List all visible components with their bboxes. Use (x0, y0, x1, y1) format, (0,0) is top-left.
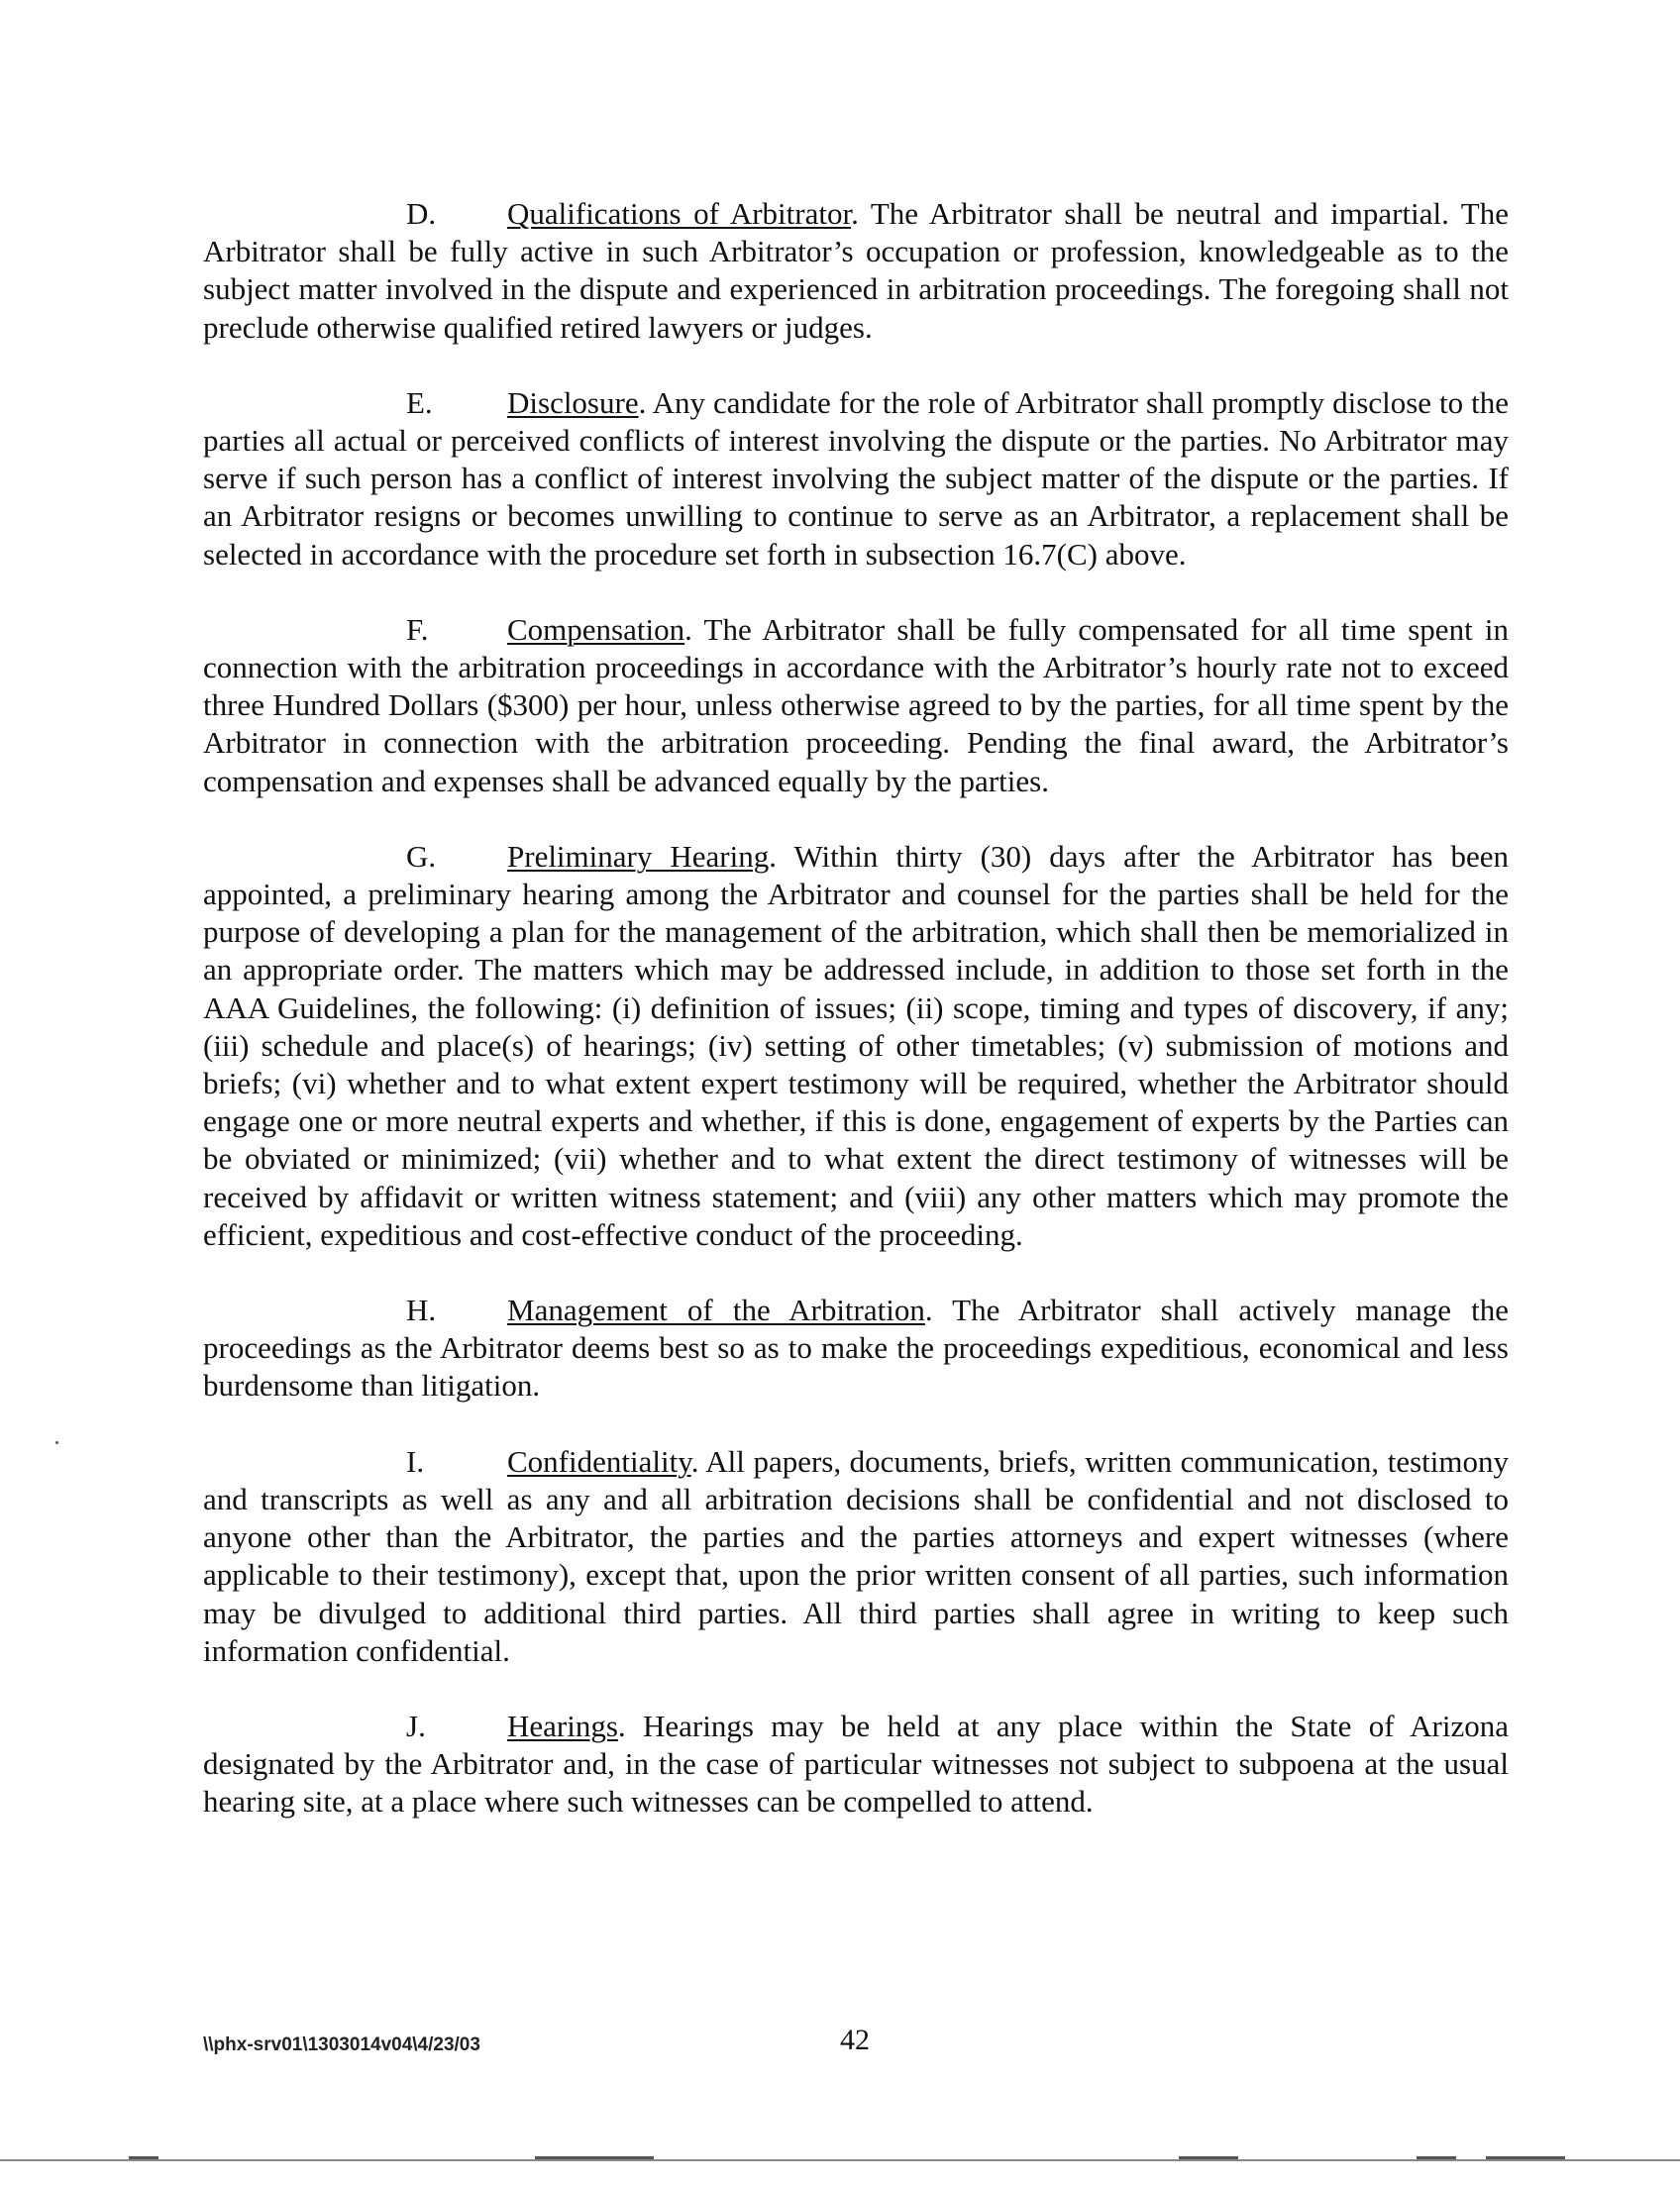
section-letter: F. (406, 611, 429, 647)
scan-artifact (129, 2156, 158, 2159)
section-letter: I. (406, 1443, 425, 1479)
scan-edge-line (0, 2159, 1680, 2161)
section-heading: Qualifications of Arbitrator (507, 196, 852, 231)
footer-document-id: \\phx-srv01\1303014v04\4/23/03 (203, 2034, 480, 2055)
section-heading: Compensation (507, 611, 685, 647)
section-letter: E. (406, 384, 433, 420)
scan-speck (55, 1441, 58, 1444)
section-h-paragraph (203, 1292, 1509, 1406)
section-j-paragraph (203, 1708, 1509, 1822)
section-heading: Management of the Arbitration (507, 1293, 925, 1328)
section-letter: J. (406, 1708, 426, 1743)
section-body: . Within thirty (30) days after the Arbitrator has been appointed, a preliminary hearing among the Arbitrator and counsel for the parties shall be held for the purpose of developing a plan for the management of the arbitration, which shall then be memorialized in an appropriate order. The matters which may be addressed include, in addition to those set forth in the AAA Guidelines, the following: (i) definition of issues; (ii) scope, timing and types of discovery, if any; (iii) schedule and place(s) of hearings; (iv) setting of other timetables; (v) submission of motions and briefs; (vi) whether and to what extent expert testimony will be required, whether the Arbitrator should engage one or more neutral experts and whether, if this is done, engagement of experts by the Parties can be obviated or minimized; (vii) whether and to what extent the direct testimony of witnesses will be received by affidavit or written witness statement; and (viii) any other matters which may promote the efficient, expeditious and cost-effective conduct of the proceeding. (203, 838, 1510, 1252)
section-heading: Disclosure (507, 384, 639, 420)
section-letter: D. (406, 196, 437, 231)
section-body: . Hearings may be held at any place within the State of Arizona designated by the Arbitrator and, in the case of particular witnesses not subject to subpoena at the usual hearing site, at a place where such witnesses can be compelled to attend. (203, 1708, 1509, 1820)
section-i-paragraph (203, 1443, 1509, 1670)
section-heading: Hearings (507, 1708, 618, 1743)
section-heading: Preliminary Hearing (507, 838, 770, 874)
section-letter: H. (406, 1293, 437, 1328)
section-heading: Confidentiality (507, 1443, 691, 1479)
section-e-paragraph (203, 384, 1509, 573)
scan-artifact (1486, 2156, 1565, 2159)
section-f-paragraph (203, 611, 1509, 800)
section-g-paragraph (203, 838, 1509, 1254)
section-body: . The Arbitrator shall be fully compensated for all time spent in connection with the arbitration proceedings in accordance with the Arbitrator’s hourly rate not to exceed three Hundred Dollars ($300) per hour, unless otherwise agreed to by the parties, for all time spent by the Arbitrator in connection with the arbitration proceeding. Pending the final award, the Arbitrator’s compensation and expenses shall be advanced equally by the parties. (203, 611, 1509, 798)
scan-artifact (1179, 2156, 1238, 2159)
document-body (203, 195, 1509, 1859)
section-body: . Any candidate for the role of Arbitrator shall promptly disclose to the parties all actual or perceived conflicts of interest involving the dispute or the parties. No Arbitrator may serve if such person has a conflict of interest involving the subject matter of the dispute or the parties. If an Arbitrator resigns or becomes unwilling to continue to serve as an Arbitrator, a replacement shall be selected in accordance with the procedure set forth in subsection 16.7(C) above. (203, 384, 1509, 572)
scan-artifact (535, 2156, 654, 2159)
section-letter: G. (406, 838, 437, 874)
scan-artifact (1417, 2156, 1456, 2159)
footer-page-number: 42 (840, 2024, 870, 2056)
section-body: . The Arbitrator shall be neutral and impartial. The Arbitrator shall be fully active in such Arbitrator’s occupation or profession, knowledgeable as to the subject matter involved in the dispute and experienced in arbitration proceedings. The foregoing shall not preclude otherwise qualified retired lawyers or judges. (203, 196, 1509, 345)
section-body: . All papers, documents, briefs, written communication, testimony and transcripts as well as any and all arbitration decisions shall be confidential and not disclosed to anyone other than the Arbitrator, the parties and the parties attorneys and expert witnesses (where applicable to their testimony), except that, upon the prior written consent of all parties, such information may be divulged to additional third parties. All third parties shall agree in writing to keep such information confidential. (203, 1443, 1509, 1668)
section-body: . The Arbitrator shall actively manage the proceedings as the Arbitrator deems best so as to make the proceedings expeditious, economical and less burdensome than litigation. (203, 1293, 1509, 1404)
section-d-paragraph (203, 195, 1509, 347)
